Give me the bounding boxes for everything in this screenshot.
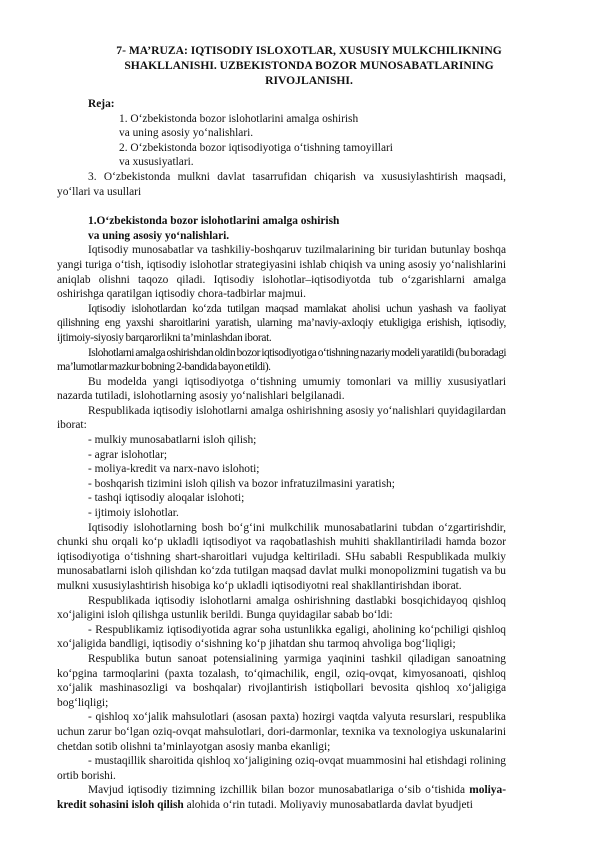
- paragraph: - Respublikamiz iqtisodiyotida agrar soha ustunlikka egaligi, aholining ko‘pchiligi qishloq xo‘jaligida bandligi, iqtisodiy o‘sishning ko‘p jihatdan shu tarmoq ahvoliga bog‘liqligi;: [57, 623, 506, 651]
- list-item: - ijtimoiy islohotlar.: [88, 507, 179, 520]
- paragraph: - mustaqillik sharoitida qishloq xo‘jaligining oziq-ovqat muammosini hal etishdagi rolining ortib borishi.: [57, 755, 506, 782]
- section-heading: [88, 214, 506, 243]
- paragraph: Respublikada iqtisodiy islohotlarni amalga oshirishning dastlabki bosqichidayoq qishloq xo‘jaligini isloh qilishga ustunlik berildi. Bunga quyidagilar sabab bo‘ldi:: [57, 594, 506, 622]
- section-text: [57, 243, 506, 812]
- plan-item-3: 3. O‘zbekistonda mulkni davlat tasarrufidan chiqarish va xususiylashtirish maqsadi, yo‘llari va usullari: [57, 170, 506, 198]
- plan-item-1: [88, 112, 506, 141]
- section-heading-line-2: va uning asosiy yo‘nalishlari.: [88, 229, 230, 242]
- emphasis-text: moliya-kredit sohasini isloh qilish: [57, 784, 506, 811]
- list-item: - mulkiy munosabatlarni isloh qilish;: [88, 434, 257, 447]
- paragraph-text: alohida o‘rin tutadi. Moliyaviy munosabatlarda davlat byudjeti: [183, 798, 473, 811]
- paragraph: Respublikada iqtisodiy islohotlarni amalga oshirishning asosiy yo‘nalishlari quyidagilardan iborat:: [57, 404, 506, 432]
- paragraph: - qishloq xo‘jalik mahsulotlari (asosan paxta) hozirgi vaqtda valyuta resurslari, respublika uchun zarur bo‘lgan oziq-ovqat mahsulotlari, dori-darmonlar, texnika va texnologiya uskunalarini chetdan sotib olishni ta’minlayotgan asosiy manba ekanligi;: [57, 711, 506, 753]
- paragraph: Bu modelda yangi iqtisodiyotga o‘tishning umumiy tomonlari va milliy xususiyatlari nazarda tutiladi, islohotlarning asosiy yo‘nalishlari belgilanadi.: [57, 375, 506, 403]
- lecture-title: 7- MA’RUZA: IQTISODIY ISLOXOTLAR, XUSUSIY MULKCHILIKNING SHAKLLANISHI. UZBEKISTONDA BOZOR MUNOSABATLARINING RIVOJLANISHI.: [116, 44, 502, 87]
- list-item: - boshqarish tizimini isloh qilish va bozor infratuzilmasini yaratish;: [88, 477, 395, 490]
- list-item: - tashqi iqtisodiy aloqalar islohoti;: [88, 492, 245, 505]
- section-heading-line-1: 1.O‘zbekistonda bozor islohotlarini amalga oshirish: [88, 215, 340, 228]
- plan-item-1-line-2: va uning asosiy yo‘nalishlari.: [119, 127, 254, 140]
- paragraph: Islohotlarni amalga oshirishdan oldin bozor iqtisodiyotiga o‘tishning nazariy modeli yaratildi (bu boradagi ma’lumotlar mazkur bobning 2-bandida bayon etildi).: [57, 346, 506, 374]
- list-item: - agrar islohotlar;: [88, 448, 168, 461]
- plan-item-1-line-1: 1. O‘zbekistonda bozor islohotlarini amalga oshirish: [119, 112, 359, 125]
- plan-label: Reja:: [88, 98, 115, 110]
- paragraph-last: [57, 783, 506, 812]
- paragraph-text: Mavjud iqtisodiy tizimning izchillik bilan bozor munosabatlariga o‘sib o‘tishida: [88, 784, 470, 797]
- reform-directions-list: [57, 433, 506, 521]
- paragraph: Iqtisodiy islohotlardan ko‘zda tutilgan maqsad mamlakat aholisi uchun yashash va faoliyat qilishning eng yaxshi sharoitlarini yaratish, ularning ma’naviy-axloqiy etukligiga erishish, iqtisodiy, ijtimoiy-siyosiy barqarorlikni ta’minlashdan iborat.: [57, 302, 506, 344]
- document-body: [57, 97, 506, 813]
- paragraph: Respublika butun sanoat potensialining yarmiga yaqinini tashkil qiladigan sanoatning ko‘pgina tarmoqlarini (paxta tozalash, to‘qimachilik, engil, oziq-ovqat, kimyosanoati, qishloq xo‘jalik mashinasozligi va boshqalar) rivojlantirish istiqbollari bevosita qishloq xo‘jaligiga bog‘liqligi;: [57, 652, 506, 709]
- paragraph: Iqtisodiy islohotlarning bosh bo‘g‘ini mulkchilik munosabatlarini tubdan o‘zgartirishdir, chunki shu orqali ko‘p ukladli iqtisodiyot va raqobatlashish muhiti shakllantiriladi hamda bozor iqtisodiyotiga o‘tishning shart-sharoitlari vujudga keltiriladi. SHu sababli Respublikada mulkiy munosabatlarni isloh qilishdan ko‘zda tutilgan maqsad davlat mulki monopolizmini tugatish va bu mulkni xususiylashtirish hisobiga ko‘p ukladli iqtisodiyotni real shakllantirishdan iborat.: [57, 521, 506, 592]
- plan-item-2-line-2: va xususiyatlari.: [119, 156, 194, 169]
- list-item: - moliya-kredit va narx-navo islohoti;: [88, 463, 260, 476]
- paragraph: Iqtisodiy munosabatlar va tashkiliy-boshqaruv tuzilmalarining bir turidan butunlay boshqa yangi turiga o‘tish, iqtisodiy islohotlar strategiyasini ishlab chiqish va uning asosiy yo‘nalishlarini aniqlab olishni taqozo qiladi. Iqtisodiy islohotlar–iqtisodiyotda tub o‘zgarishlarni amalga oshirishga qaratilgan iqtisodiy chora-tadbirlar majmui.: [57, 244, 506, 301]
- plan-item-2-line-1: 2. O‘zbekistonda bozor iqtisodiyotiga o‘tishning tamoyillari: [119, 141, 393, 154]
- plan-item-2: [88, 141, 506, 170]
